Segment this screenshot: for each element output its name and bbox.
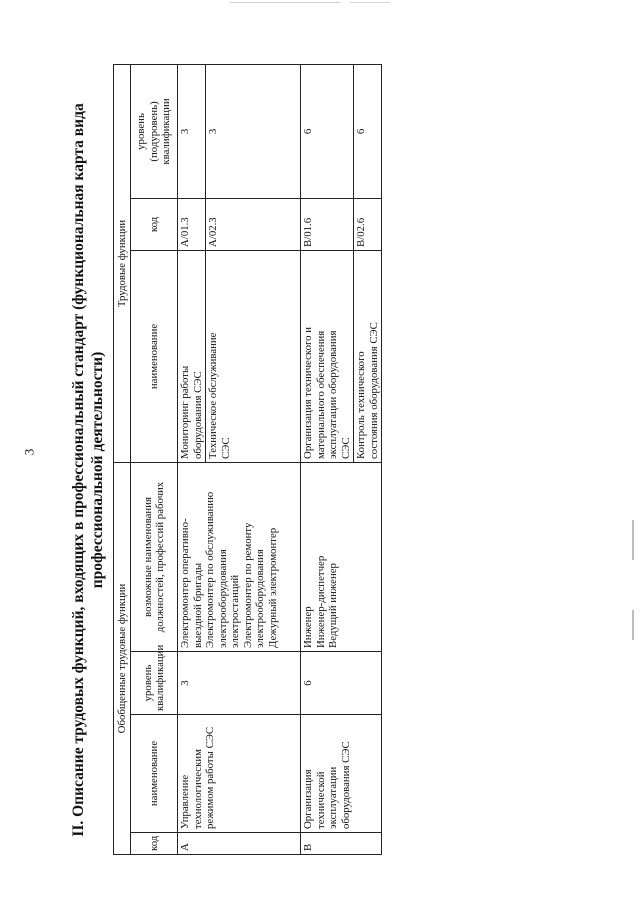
col-header-code: код	[131, 833, 178, 855]
scan-artifact	[230, 2, 340, 3]
col-header-tf-code: код	[131, 198, 178, 250]
tf-level: 6	[354, 64, 382, 198]
tf-name: Организация технического и материального обеспечения эксплуатации оборудования СЭС	[301, 250, 354, 462]
col-header-positions: возможные наименования должностей, профессий рабочих	[131, 462, 178, 651]
table-row	[301, 64, 354, 854]
page-number: 3	[21, 448, 37, 456]
tf-code: B/02.6	[354, 198, 382, 250]
scan-artifact	[350, 2, 390, 3]
tf-level: 3	[178, 64, 206, 198]
heading-line: II. Описание трудовых функций, входящих в профессиональный стандарт (функциональная карта вида	[70, 103, 87, 837]
functional-map-table-container	[113, 65, 380, 855]
tf-code: B/01.6	[301, 198, 354, 250]
gf-name: Организация технической эксплуатации оборудования СЭС	[301, 715, 382, 833]
tf-name: Мониторинг работы оборудования СЭС	[178, 250, 206, 462]
heading-line: профессиональной деятельности)	[89, 351, 106, 589]
col-header-tf-name: наименование	[131, 250, 178, 462]
gf-code: A	[178, 833, 301, 855]
gf-level: 3	[178, 652, 301, 715]
col-header-name: наименование	[131, 715, 178, 833]
tf-name: Техническое обслуживание СЭС	[206, 250, 301, 462]
gf-positions: Инженер Инженер-диспетчер Ведущий инженер	[301, 462, 382, 651]
scan-artifact	[632, 610, 634, 640]
tf-code: A/01.3	[178, 198, 206, 250]
gf-code: B	[301, 833, 382, 855]
tf-level: 6	[301, 64, 354, 198]
gf-positions: Электромонтер оперативно- выездной бригады Электромонтер по обслуживанию электрооборудования электростанций Электромонтер по ремонту электрооборудования Дежурный электромонтер	[178, 462, 301, 651]
tf-name: Контроль технического состояния оборудования СЭС	[354, 250, 382, 462]
gf-name: Управление технологическим режимом работы СЭС	[178, 715, 301, 833]
gf-level: 6	[301, 652, 382, 715]
col-header-level: уровень квалификации	[131, 652, 178, 715]
group-header-generalized: Обобщенные трудовые функции	[114, 462, 131, 854]
scan-artifact	[632, 520, 634, 560]
table-row	[178, 64, 206, 854]
functional-map-table	[113, 64, 382, 855]
section-heading	[69, 80, 107, 860]
tf-level: 3	[206, 64, 301, 198]
col-header-tf-level: уровень (подуровень) квалификации	[131, 64, 178, 198]
group-header-labor: Трудовые функции	[114, 64, 131, 462]
tf-code: A/02.3	[206, 198, 301, 250]
